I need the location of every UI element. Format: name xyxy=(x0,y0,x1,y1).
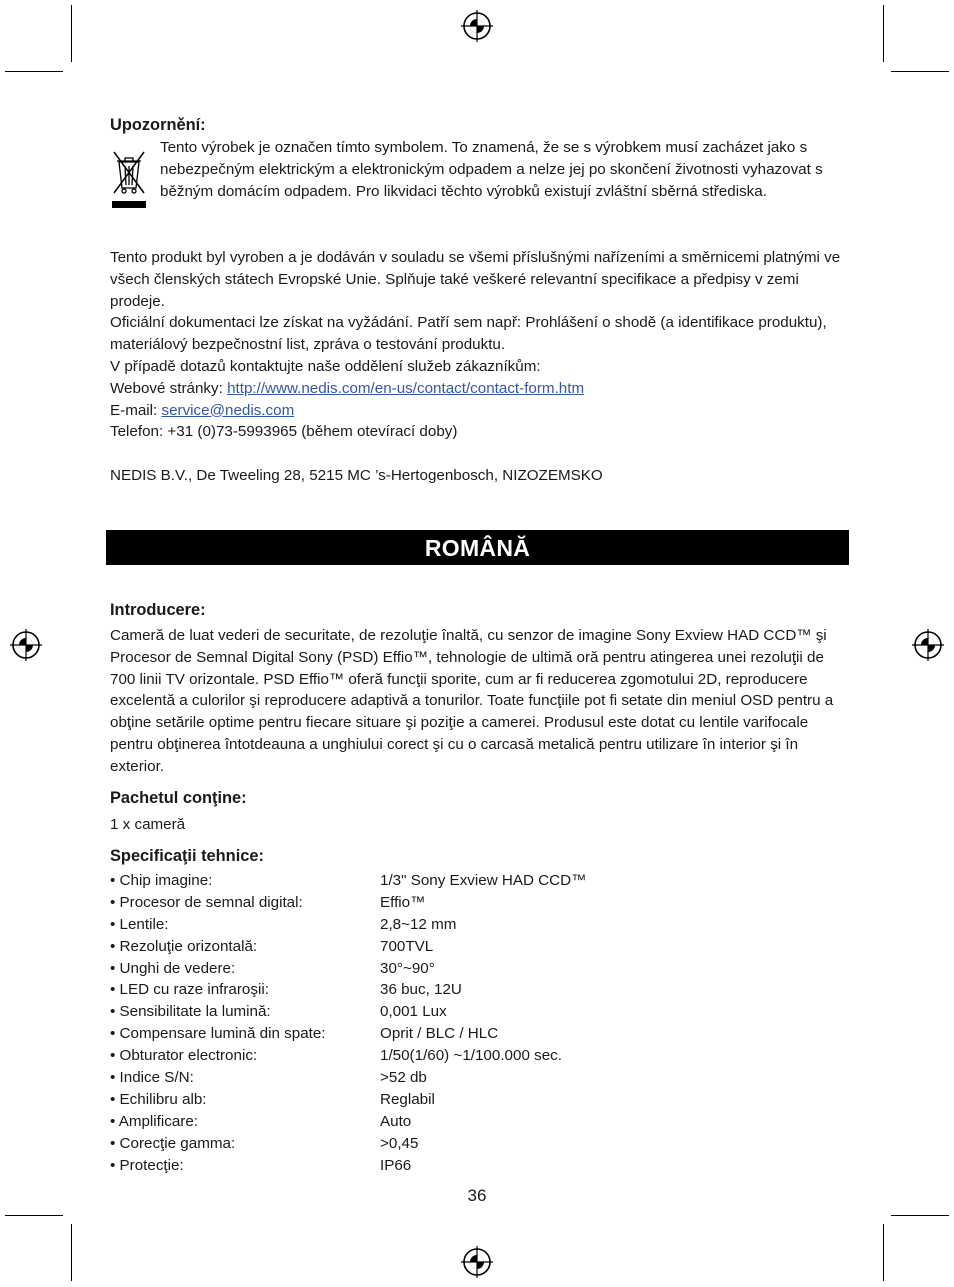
documentation-paragraph: Oficiální dokumentaci lze získat na vyžádání. Patří sem např: Prohlášení o shodě (a identifikace produktu), materiálový bezpečnostní list, zpráva o testování produktu. xyxy=(110,314,827,354)
spec-row xyxy=(110,936,850,958)
spec-row xyxy=(110,1023,850,1045)
spec-label: • Chip imagine: xyxy=(110,872,213,889)
crop-mark xyxy=(883,5,884,62)
spec-label: • Procesor de semnal digital: xyxy=(110,893,303,911)
company-address: NEDIS B.V., De Tweeling 28, 5215 MC ’s-Hertogenbosch, NIZOZEMSKO xyxy=(110,467,603,484)
spec-value: >0,45 xyxy=(380,1134,419,1152)
spec-row xyxy=(110,1133,850,1155)
email-line xyxy=(110,400,850,422)
spec-row xyxy=(110,892,850,914)
spec-value: 0,001 Lux xyxy=(380,1003,447,1021)
spec-value: 700TVL xyxy=(380,937,434,955)
spec-row xyxy=(110,1111,850,1133)
registration-mark-icon xyxy=(460,9,494,43)
spec-value: 1/50(1/60) ~1/100.000 sec. xyxy=(380,1047,562,1065)
spec-value: 36 buc, 12U xyxy=(380,981,462,999)
registration-mark-icon xyxy=(9,628,43,662)
spec-label: • Unghi de vedere: xyxy=(110,959,236,977)
package-text: 1 x cameră xyxy=(110,816,186,833)
spec-label: • Indice S/N: xyxy=(110,1069,194,1087)
spec-row xyxy=(110,1001,850,1023)
spec-row xyxy=(110,958,850,980)
specs-list xyxy=(110,870,850,1176)
spec-value: 30°~90° xyxy=(380,959,435,977)
spec-value: IP66 xyxy=(380,1156,412,1174)
spec-label: • Lentile: xyxy=(110,915,169,933)
registration-mark-icon xyxy=(911,628,945,662)
spec-row xyxy=(110,1067,850,1089)
website-line xyxy=(110,378,850,400)
spec-label: • Echilibru alb: xyxy=(110,1090,207,1108)
crop-mark xyxy=(891,1215,949,1216)
compliance-paragraph: Tento produkt byl vyroben a je dodáván v souladu se všemi příslušnými nařízeními a směrnicemi platnými ve všech členských státech Evropské Unie. Splňuje také veškeré relevantní specifikace a předpisy v zemi prodeje. xyxy=(110,249,841,310)
spec-value: Oprit / BLC / HLC xyxy=(380,1025,499,1043)
registration-mark-icon xyxy=(460,1245,494,1279)
crop-mark xyxy=(883,1224,884,1281)
spec-label: • Corecţie gamma: xyxy=(110,1134,236,1152)
spec-row xyxy=(110,1155,850,1177)
page-number: 36 xyxy=(467,1186,487,1205)
crop-mark xyxy=(71,1224,72,1281)
spec-row xyxy=(110,1045,850,1067)
weee-crossed-bin-icon xyxy=(110,148,148,210)
package-heading: Pachetul conţine: xyxy=(110,789,247,807)
spec-label: • Protecţie: xyxy=(110,1156,184,1174)
email-label: E-mail: xyxy=(110,401,162,419)
language-section-banner: ROMÂNĂ xyxy=(106,530,849,565)
intro-heading: Introducere: xyxy=(110,601,206,619)
spec-row xyxy=(110,979,850,1001)
specs-heading: Specificaţii tehnice: xyxy=(110,847,264,865)
spec-value: Effio™ xyxy=(380,893,426,911)
crop-mark xyxy=(891,71,949,72)
warning-text: Tento výrobek je označen tímto symbolem. To znamená, že se s výrobkem musí zacházet jako s nebezpečným elektrickým a elektronickým odpadem a nelze jej po skončení životnosti vyhazovat s běžným domácím odpadem. Pro likvidaci těchto výrobků existují zvláštní sběrná střediska. xyxy=(160,139,823,200)
spec-row xyxy=(110,1089,850,1111)
website-link[interactable]: http://www.nedis.com/en-us/contact/contact-form.htm xyxy=(227,379,585,397)
email-link[interactable]: service@nedis.com xyxy=(161,401,295,419)
spec-value: 2,8~12 mm xyxy=(380,915,457,933)
spec-label: • Compensare lumină din spate: xyxy=(110,1025,326,1043)
phone-line: Telefon: +31 (0)73-5993965 (během otevírací doby) xyxy=(110,423,458,441)
spec-label: • Rezoluţie orizontală: xyxy=(110,937,258,955)
compliance-block xyxy=(110,247,850,443)
spec-value: 1/3" Sony Exview HAD CCD™ xyxy=(380,872,587,889)
spec-row xyxy=(110,914,850,936)
crop-mark xyxy=(5,71,63,72)
intro-text: Cameră de luat vederi de securitate, de rezoluţie înaltă, cu senzor de imagine Sony Exview HAD CCD™ şi Procesor de Semnal Digital Sony (PSD) Effio™, tehnologie de ultimă oră pentru atingerea unei rezoluţii de 700 linii TV orizontale. PSD Effio™ oferă funcţii sporite, cum ar fi reducerea zgomotului 2D, reproducere excelentă a culorilor şi reproducere adaptivă a tonurilor. Toate funcţiile pot fi setate din meniul OSD pentru a obţine setările optime pentru fiecare situare şi poziţie a camerei. Produsul este dotat cu lentile varifocale pentru obţinerea întotdeauna a unghiului corect şi cu o carcasă metalică pentru utilizare în interior şi în exterior. xyxy=(110,627,834,775)
spec-value: Reglabil xyxy=(380,1090,435,1108)
website-label: Webové stránky: xyxy=(110,379,228,397)
spec-value: Auto xyxy=(380,1112,412,1130)
spec-row xyxy=(110,870,850,892)
contact-paragraph: V případě dotazů kontaktujte naše oddělení služeb zákazníkům: xyxy=(110,357,541,375)
crop-mark xyxy=(71,5,72,62)
spec-label: • Obturator electronic: xyxy=(110,1047,258,1065)
spec-label: • LED cu raze infraroşii: xyxy=(110,981,269,999)
spec-label: • Sensibilitate la lumină: xyxy=(110,1003,271,1021)
crop-mark xyxy=(5,1215,63,1216)
spec-label: • Amplificare: xyxy=(110,1112,199,1130)
warning-heading: Upozornění: xyxy=(110,116,206,134)
spec-value: >52 db xyxy=(380,1069,427,1087)
